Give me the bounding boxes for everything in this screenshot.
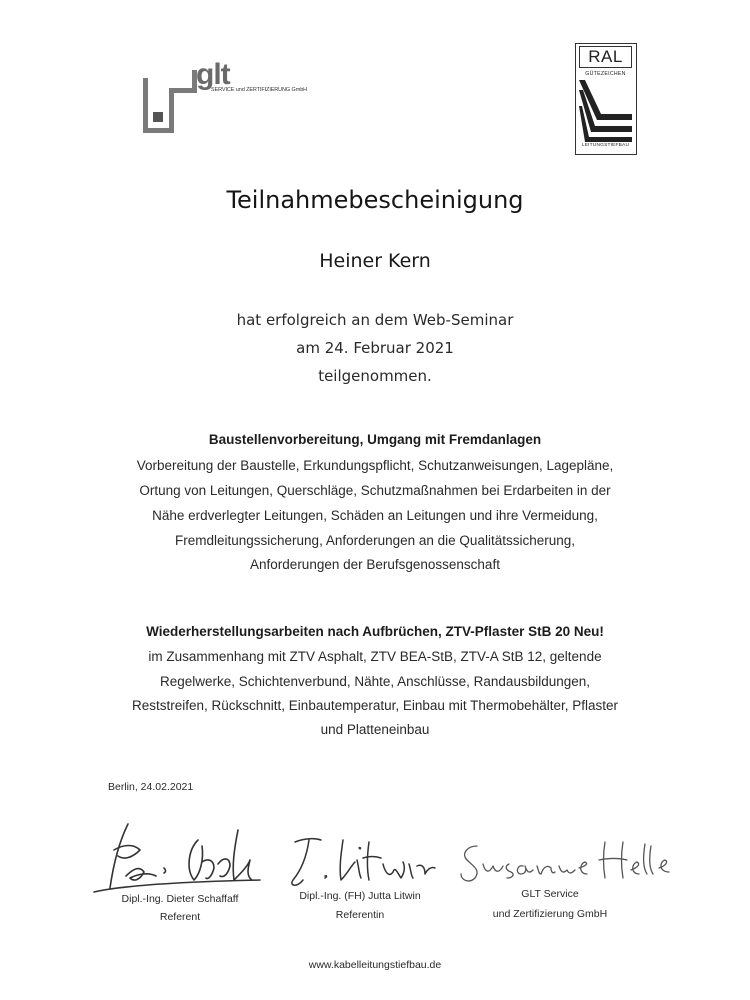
topic-line: Anforderungen der Berufsgenossenschaft: [250, 557, 500, 572]
signatory-role: und Zertifizierung GmbH: [492, 908, 608, 920]
topic-line: im Zusammenhang mit ZTV Asphalt, ZTV BEA-StB, ZTV-A StB 12, geltende: [148, 649, 602, 664]
statement-line: teilgenommen.: [318, 367, 432, 385]
ral-quality-mark: [575, 43, 637, 155]
statement-line: am 24. Februar 2021: [296, 339, 454, 357]
topic-title: Wiederherstellungsarbeiten nach Aufbrüchen, ZTV-Pflaster StB 20 Neu!: [146, 624, 604, 639]
signatory-role: Referent: [159, 911, 201, 923]
document-title: Teilnahmebescheinigung: [226, 186, 524, 214]
signature-glt: [455, 834, 685, 890]
ral-label: RAL: [579, 46, 632, 68]
topic-line: Vorbereitung der Baustelle, Erkundungspflicht, Schutzanweisungen, Lagepläne,: [136, 458, 614, 473]
ral-bottom-label: LEITUNGSTIEFBAU: [581, 143, 630, 148]
signatory-name: GLT Service: [521, 888, 579, 900]
website-url: www.kabelleitungstiefbau.de: [308, 959, 442, 971]
topic-line: Ortung von Leitungen, Querschläge, Schutzmaßnahmen bei Erdarbeiten in der: [139, 483, 611, 498]
topic-line: und Platteneinbau: [320, 722, 430, 737]
topic-line: Reststreifen, Rückschnitt, Einbautemperatur, Einbau mit Thermobehälter, Pflaster: [132, 698, 618, 713]
glt-wordmark: glt: [196, 58, 230, 91]
topic-line: Regelwerke, Schichtenverbund, Nähte, Anschlüsse, Randausbildungen,: [159, 674, 591, 689]
topic-line: Fremdleitungssicherung, Anforderungen an die Qualitätssicherung,: [175, 533, 575, 548]
place-date: Berlin, 24.02.2021: [108, 781, 194, 793]
signatory-name: Dipl.-Ing. (FH) Jutta Litwin: [299, 890, 421, 902]
signature-schaffaff: [90, 810, 280, 900]
signatory-role: Referentin: [335, 909, 385, 921]
glt-tagline: SERVICE und ZERTIFIZIERUNG GmbH: [211, 87, 308, 93]
signatory-name: Dipl.-Ing. Dieter Schaffaff: [121, 893, 239, 905]
signature-litwin: [285, 820, 445, 892]
topic-title: Baustellenvorbereitung, Umgang mit Fremdanlagen: [208, 432, 542, 447]
participant-name: Heiner Kern: [319, 250, 431, 272]
topic-line: Nähe erdverlegter Leitungen, Schäden an Leitungen und ihre Vermeidung,: [152, 508, 598, 523]
ral-subtitle: GÜTEZEICHEN: [585, 71, 626, 77]
statement-line: hat erfolgreich an dem Web-Seminar: [236, 311, 514, 329]
ral-emblem-icon: [579, 80, 632, 142]
glt-logo: [143, 50, 323, 140]
